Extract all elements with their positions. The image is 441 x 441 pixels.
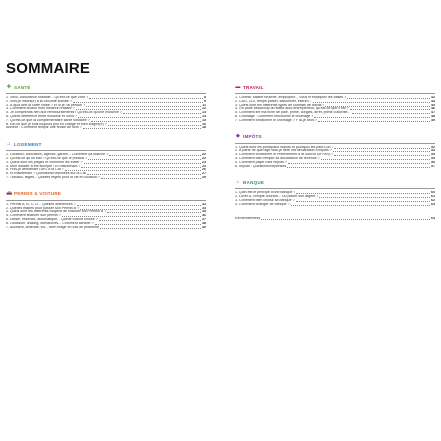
bank-icon: ⌂	[236, 178, 240, 185]
leader-dots	[352, 113, 430, 114]
leader-dots	[313, 102, 431, 103]
leader-dots	[87, 174, 201, 175]
toc-entry[interactable]	[235, 119, 435, 123]
entry-page: 64	[431, 216, 435, 220]
section-divider	[6, 200, 206, 201]
entry-text: 8. Est-ce que je suis toujours pris en charge et bien soigné(e) ?	[6, 122, 107, 126]
entry-page: 63	[431, 202, 435, 206]
entry-text: 4. Comment financer son permis ?	[6, 214, 61, 218]
section-divider	[235, 143, 435, 144]
house-icon: ⌂	[7, 140, 11, 147]
entry-text: 2. CDD, CDI, temps partiel, saisonnier, intérim...	[235, 99, 312, 103]
entry-page: 55	[431, 156, 435, 160]
entry-page: 42	[431, 96, 435, 99]
leader-dots	[288, 163, 430, 164]
entry-text: 3. À quoi sert la carte Vitale ? Et si je l'ai perdue ?	[6, 103, 86, 107]
entry-text: 6. Et maintenant ? Questions/Réponses sur la Caf	[6, 172, 86, 176]
leader-dots	[84, 163, 201, 164]
entry-text: 4. Comment changer de banque ?	[235, 202, 290, 206]
leader-dots	[319, 197, 430, 198]
briefcase-icon: ▬	[235, 83, 241, 90]
entry-page: 34	[202, 206, 206, 210]
section-heading	[6, 140, 206, 148]
leader-dots	[73, 102, 203, 103]
leader-dots	[108, 125, 201, 126]
entry-page: 18	[202, 126, 206, 130]
leader-dots	[86, 106, 201, 107]
entry-page: 62	[431, 198, 435, 202]
leader-dots	[89, 98, 203, 99]
leader-dots	[77, 205, 201, 206]
leader-dots	[318, 121, 430, 122]
entry-page: 13	[202, 111, 206, 115]
leader-dots	[314, 117, 430, 118]
entry-text: 7. Qu'est-ce que la complémentaire santé solidaire ?	[6, 118, 90, 122]
leader-dots	[109, 155, 201, 156]
entry-list	[6, 153, 206, 180]
entry-text: 1. Sécu, Assurance Maladie... Qu'est-ce que c'est ?	[6, 96, 89, 99]
section-sante	[6, 83, 206, 130]
section-divider	[6, 93, 206, 94]
section-title: IMPÔTS	[243, 134, 262, 140]
entry-text: 4. On parle beaucoup du statut auto-entrepreneur, qu'est-ce que c'est ?	[235, 107, 349, 111]
section-heading	[6, 190, 206, 198]
entry-text: 2. Quelles étapes pour passer son Permis B ?	[6, 206, 80, 210]
leader-dots	[78, 117, 201, 118]
leader-dots	[95, 224, 201, 225]
entry-text: 1. Quel est le principe d'une banque ?	[235, 191, 296, 195]
entry-page: 37	[202, 217, 206, 221]
entry-text: 6. Quelle différence entre mutuelle et Sécu ?	[6, 114, 78, 118]
section-title: SANTÉ	[14, 84, 31, 90]
entry-page: 57	[431, 164, 435, 168]
entry-text: Annexe : Comment remplir une feuille de soin ?	[6, 126, 82, 130]
thanks-entry-list	[235, 217, 435, 221]
entry-text: 5. Puis-je demander l'APL à la Caf ?	[6, 168, 64, 172]
entry-page: 46	[431, 107, 435, 111]
entry-page: 12	[202, 107, 206, 111]
entry-text: 7. Accident, amende, vol... Bien réagir en cas de problème	[6, 225, 100, 229]
leader-dots	[91, 121, 201, 122]
entry-list	[235, 96, 435, 123]
leader-dots	[83, 128, 201, 129]
entry-list	[6, 96, 206, 130]
entry-page: 47	[431, 111, 435, 115]
entry-text: 5. Je comprends rien aux remboursements ! Qu'est-ce qu'une mutuelle ?	[6, 111, 122, 115]
entry-text: 3. Quels sont les différents types de contrats de travail ?	[235, 103, 325, 107]
section-impots	[235, 133, 435, 169]
entry-page: 26	[202, 168, 206, 172]
entry-page: 27	[202, 172, 206, 176]
leader-dots	[350, 109, 430, 110]
entry-page: 15	[202, 118, 206, 122]
entry-page: 11	[202, 103, 206, 107]
toc-entry[interactable]	[235, 203, 435, 207]
entry-text: 7. Comment fonctionne le chômage ? Y ai-je droit ?	[235, 118, 317, 122]
entry-page: 14	[202, 114, 206, 118]
section-banque	[235, 178, 435, 206]
entry-page: 9	[204, 99, 206, 103]
section-heading	[235, 83, 435, 91]
leader-dots	[334, 148, 430, 149]
leader-dots	[107, 212, 201, 213]
toc-column-right	[235, 83, 435, 220]
entry-text: 5. Comment lire ma fiche de paie, prime, congés, arrêt, prime d'activité...	[235, 111, 351, 115]
entry-page: 22	[202, 156, 206, 160]
entry-page: 36	[202, 214, 206, 218]
entry-text: 2. À partir de quel âge dois-je faire ma déclaration d'impôts ?	[235, 149, 332, 153]
entry-page: 23	[202, 160, 206, 164]
entry-page: 61	[431, 195, 435, 199]
leader-dots	[296, 201, 430, 202]
entry-page: 44	[431, 99, 435, 103]
entry-text: 2. Suis-je inscrit(e) à la Sécurité sociale ?	[6, 99, 72, 103]
entry-page: 49	[431, 118, 435, 122]
leader-dots	[261, 219, 430, 220]
thanks-entry[interactable]	[235, 217, 435, 221]
entry-text: 3. Quels sont les différents moyens de financer son Permis B ?	[6, 210, 107, 214]
section-title: BANQUE	[243, 179, 265, 185]
leader-dots	[81, 167, 201, 168]
entry-text: 1. Permis A, B, C, D... Quelles différences ?	[6, 202, 76, 206]
leader-dots	[123, 113, 201, 114]
entry-page: 32	[202, 202, 206, 206]
leader-dots	[287, 167, 430, 168]
entry-text: 4. Comment bien remplir sa déclaration de revenus ?	[235, 156, 320, 160]
entry-text: 5. Comment payer mes impôts ?	[235, 160, 287, 164]
entry-text: Remerciements	[235, 216, 261, 220]
toc-entry[interactable]	[235, 165, 435, 169]
entry-text: 6. Occasion, leasing, démarches... Comment acheter ?	[6, 221, 94, 225]
leader-dots	[101, 178, 201, 179]
entry-text: 3. Quels sont les pièges et comment les éviter ?	[6, 160, 83, 164]
entry-page: 60	[431, 191, 435, 195]
entry-text: 4. Mon dossier a été accepté ! Et maintenant ?	[6, 164, 81, 168]
section-title: LOGEMENT	[14, 141, 42, 147]
entry-text: 1. Quels sont les principaux impôts et pourquoi les paie-t-on ?	[235, 145, 334, 149]
toc-entry[interactable]	[6, 226, 206, 230]
leader-dots	[334, 155, 430, 156]
section-travail	[235, 83, 435, 123]
entry-page: 45	[431, 103, 435, 107]
entry-page: 54	[431, 153, 435, 157]
entry-text: 4. Comment choisir mon médecin traitant ?	[6, 107, 75, 111]
section-divider	[6, 150, 206, 151]
leader-dots	[291, 205, 430, 206]
leader-dots	[333, 151, 430, 152]
entry-page: 48	[431, 114, 435, 118]
leader-dots	[321, 159, 431, 160]
entry-text: 3. Comment fonctionne le Prélèvement à la Source (le PAS) ?	[235, 153, 334, 157]
entry-text: 1. Contrat, salaire brut/net, employeur... Vous m'expliquez les bases ?	[235, 96, 347, 99]
entry-page: 8	[204, 96, 206, 99]
section-heading	[235, 133, 435, 141]
section-title: PERMIS & VOITURE	[14, 191, 62, 197]
tax-icon: ◆	[235, 133, 241, 140]
toc-entry[interactable]	[6, 176, 206, 180]
section-divider	[235, 93, 435, 94]
entry-text: 6. Impôts : Questions/Réponses	[235, 164, 287, 168]
health-cross-icon: ✚	[6, 83, 12, 90]
section-heading	[6, 83, 206, 91]
entry-page: 16	[202, 122, 206, 126]
section-permis	[6, 190, 206, 230]
toc-column-left	[6, 83, 206, 239]
entry-text: 6. Chômage : Comment fonctionne le chômage ?	[235, 114, 314, 118]
entry-text: 2. Livret A, compte courant... Où placer son argent ?	[235, 195, 319, 199]
leader-dots	[99, 220, 201, 221]
entry-list	[6, 203, 206, 230]
entry-text: 3. Comment bien choisir sa banque ?	[235, 198, 295, 202]
entry-page: 24	[202, 164, 206, 168]
entry-page: 40	[202, 225, 206, 229]
entry-list	[235, 191, 435, 206]
entry-page: 52	[431, 145, 435, 149]
entry-page: 29	[202, 175, 206, 179]
section-title: TRAVAIL	[243, 84, 264, 90]
entry-text: 5. Diesel, essence, automatique... Quelle voiture choisir ?	[6, 217, 98, 221]
leader-dots	[347, 98, 430, 99]
entry-page: 20	[202, 153, 206, 157]
section-divider	[235, 188, 435, 189]
leader-dots	[88, 159, 201, 160]
leader-dots	[100, 228, 201, 229]
entry-text: 1. Location, colocation, agence, garant... Comment ça marche ?	[6, 153, 109, 157]
entry-page: 53	[431, 149, 435, 153]
page-title: SOMMAIRE	[6, 60, 91, 77]
toc-entry[interactable]	[6, 126, 206, 130]
section-heading	[235, 178, 435, 186]
entry-page: 38	[202, 221, 206, 225]
entry-text: 7. Travaux, litiges... Quelles règles pour la vie en location ?	[6, 175, 100, 179]
entry-page: 56	[431, 160, 435, 164]
entry-text: 2. Qu'est-ce qu'un bail ? Qu'est-ce que le préavis ?	[6, 156, 88, 160]
section-logement	[6, 140, 206, 180]
entry-page: 35	[202, 210, 206, 214]
entry-list	[235, 146, 435, 169]
car-icon: 🚗	[6, 190, 13, 197]
